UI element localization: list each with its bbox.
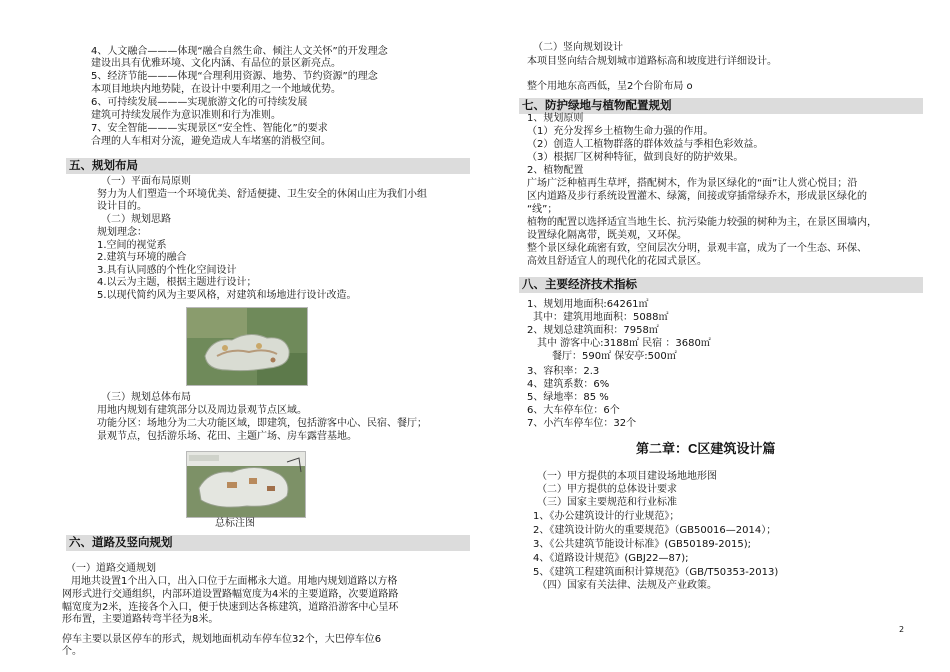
text-line: 设计目的。: [97, 201, 147, 212]
section-heading-5: 五、规划布局: [66, 158, 470, 174]
text-line: 4、人文融合———体现“融合自然生命、倾注人文关怀”的开发理念: [91, 46, 388, 57]
text-line: 7、小汽车停车位：32个: [527, 418, 637, 429]
text-line: （三）规划总体布局: [101, 392, 191, 403]
text-line: 植物的配置以选择适宜当地生长、抗污染能力较强的树种为主，在景区围墙内，: [527, 217, 877, 228]
text-line: 3.具有认同感的个性化空间设计: [97, 265, 237, 276]
site-plan-image: [186, 307, 308, 386]
text-line: 本项目竖向结合规划城市道路标高和坡度进行详细设计。: [527, 56, 777, 67]
text-line: 6、可持续发展———实现旅游文化的可持续发展: [91, 97, 308, 108]
text-line: 1.空间的视觉系: [97, 240, 167, 251]
text-line: （四）国家有关法律、法规及产业政策。: [537, 580, 717, 591]
text-line: “线”；: [527, 204, 558, 215]
text-line: 4、建筑系数：6%: [527, 379, 610, 390]
section-heading-6: 六、道路及竖向规划: [66, 535, 470, 551]
text-line: 2、《建筑设计防火的重要规范》（GB50016—2014）；: [533, 525, 777, 536]
text-line: 5.以现代简约风为主要风格，对建筑和场地进行设计改造。: [97, 290, 357, 301]
text-line: （二）甲方提供的总体设计要求: [537, 484, 677, 495]
text-line: 建筑可持续发展作为意识准则和行为准则。: [91, 110, 281, 121]
text-line: （2）创造人工植物群落的群体效益与季相色彩效益。: [527, 139, 764, 150]
text-line: 规划理念：: [97, 227, 147, 238]
text-line: （一）甲方提供的本项目建设场地地形图: [537, 471, 717, 482]
text-line: （二）规划思路: [101, 214, 171, 225]
figure-caption: 总标注图: [215, 518, 255, 529]
text-line: 7、安全智能———实现景区“安全性、智能化”的要求: [91, 123, 328, 134]
text-line: 其中：建筑用地面积：5088㎡: [533, 312, 669, 323]
text-line: 努力为人们塑造一个环境优美、舒适便捷、卫生安全的休闲山庄为我们小组: [97, 189, 427, 200]
text-line: 整个景区绿化疏密有致，空间层次分明，景观丰富，成为了一个生态、环保、: [527, 243, 867, 254]
text-line: 建设出具有优雅环境、文化内涵、有品位的景区新亮点。: [91, 58, 341, 69]
master-plan-image: [186, 451, 306, 518]
text-line: 1、规划原则: [527, 113, 584, 124]
text-line: 3、容积率：2.3: [527, 366, 600, 377]
text-line: 其中 游客中心:3188㎡ 民宿 ：3680㎡: [537, 338, 711, 349]
text-line: 合理的人车相对分流，避免造成人车堵塞的消极空间。: [91, 136, 331, 147]
text-line: 区内道路及步行系统设置灌木、绿篱，间接或穿插常绿乔木，形成景区绿化的: [527, 191, 867, 202]
text-line: 1、规划用地面积:64261㎡: [527, 299, 649, 310]
master-plan-drawing: [187, 452, 305, 517]
page-number: 2: [899, 625, 905, 634]
text-line: 6、大车停车位：6个: [527, 405, 620, 416]
text-line: 1、《办公建筑设计的行业规范》；: [533, 511, 680, 522]
text-line: 4、《道路设计规范》(GBJ22—87);: [533, 553, 689, 564]
text-line: 网形式进行交通组织，内部环道设置路幅宽度为4米的主要道路，次要道路路: [62, 589, 399, 600]
text-line: 餐厅：590㎡ 保安亭:500㎡: [552, 351, 677, 362]
text-line: 2、植物配置: [527, 165, 584, 176]
text-line: 用地共设置1个出入口，出入口位于左面郴永大道。用地内规划道路以方格: [71, 576, 398, 587]
text-line: 2、规划总建筑面积：7958㎡: [527, 325, 659, 336]
text-line: 3、《公共建筑节能设计标准》(GB50189-2015);: [533, 539, 752, 550]
text-line: （二）竖向规划设计: [533, 42, 623, 53]
text-line: 5、绿地率：85 %: [527, 392, 609, 403]
text-line: （一）平面布局原则: [101, 176, 191, 187]
text-line: 个。: [62, 646, 82, 657]
text-line: 广场广泛种植再生草坪，搭配树木，作为景区绿化的“面”让人赏心悦目；沿: [527, 178, 858, 189]
text-line: 幅宽度为2米，连接各个入口，便于快速到达各栋建筑，道路沿游客中心呈环: [62, 602, 399, 613]
site-plan-drawing: [187, 308, 307, 385]
text-line: （3）根据厂区树种特征，做到良好的防护效果。: [527, 152, 744, 163]
text-line: 设置绿化隔离带，既美观，又环保。: [527, 230, 687, 241]
text-line: （一）道路交通规划: [66, 563, 156, 574]
text-line: （1）充分发挥乡土植物生命力强的作用。: [527, 126, 714, 137]
text-line: 5、《建筑工程建筑面积计算规范》（GB/T50353-2013): [533, 567, 779, 578]
text-line: （三）国家主要规范和行业标准: [537, 497, 677, 508]
text-line: 停车主要以景区停车的形式，规划地面机动车停车位32个，大巴停车位6: [62, 634, 382, 645]
chapter-title: 第二章：C区建筑设计篇: [636, 441, 776, 456]
section-heading-7: 七、防护绿地与植物配置规划: [519, 98, 923, 114]
section-heading-8: 八、主要经济技术指标: [519, 277, 923, 293]
text-line: 5、经济节能———体现“合理利用资源、地势、节约资源”的理念: [91, 71, 378, 82]
text-line: 高效且舒适宜人的现代化的花园式景区。: [527, 256, 707, 267]
text-line: 功能分区：场地分为二大功能区域，即建筑，包括游客中心、民宿、餐厅；: [97, 418, 427, 429]
text-line: 4.以云为主题，根据主题进行设计；: [97, 277, 257, 288]
text-line: 形布置，主要道路转弯半径为8米。: [62, 614, 219, 625]
text-line: 用地内规划有建筑部分以及周边景观节点区域。: [97, 405, 307, 416]
text-line: 2.建筑与环境的融合: [97, 252, 187, 263]
text-line: 整个用地东高西低，呈2个台阶布局 o: [527, 81, 693, 92]
text-line: 本项目地块内地势陡，在设计中要利用之一个地域优势。: [91, 84, 341, 95]
text-line: 景观节点，包括游乐场、花田、主题广场、房车露营基地。: [97, 431, 357, 442]
